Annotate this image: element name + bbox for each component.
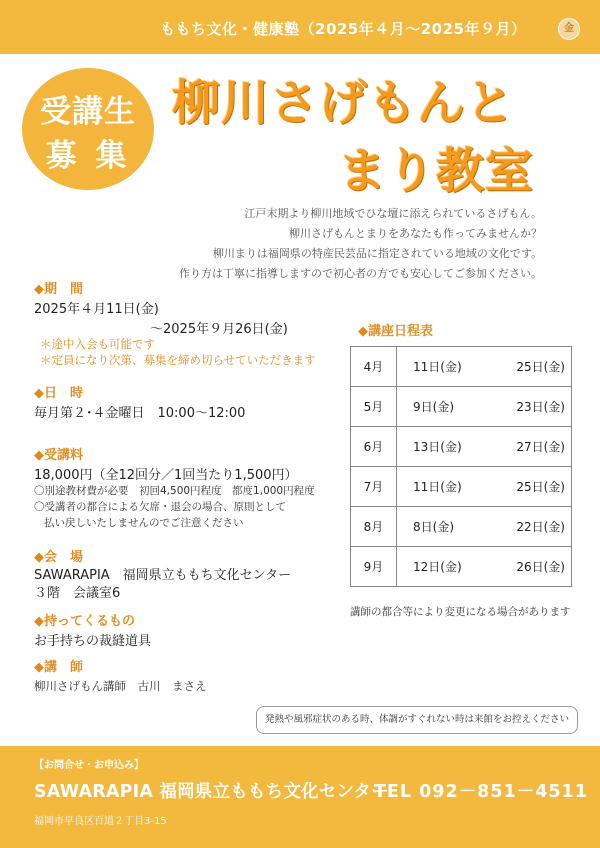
datetime-heading: ◆日 時 <box>34 386 83 401</box>
intro-line: 柳川さげもんとまりをあなたも作ってみませんか？ <box>289 227 542 240</box>
schedule-date-second: 23日(金) <box>516 400 565 414</box>
schedule-date-first: 12日(金) <box>413 560 462 574</box>
intro-line: 江戸末期より柳川地域でひな壇に添えられているさげもん。 <box>244 207 542 220</box>
period-end: ～2025年９月26日(金) <box>150 322 288 337</box>
teacher-value: 柳川さげもん講師 古川 まさえ <box>34 679 207 693</box>
schedule-date-second: 25日(金) <box>516 480 565 494</box>
intro-line: 柳川まりは福岡県の特産民芸品に指定されている地域の文化です。 <box>212 247 542 260</box>
footer-tel: TEL 092－851－4511 <box>374 782 588 802</box>
recruit-badge-line1: 受講生 <box>40 94 136 130</box>
schedule-dates <box>397 347 572 387</box>
fee-note-refund-2: 払い戻しいたしませんのでご注意ください <box>44 517 244 529</box>
series-title: ももち文化・健康塾（2025年４月～2025年９月） <box>160 20 527 38</box>
period-note-midway: ＊途中入会も可能です <box>40 337 155 351</box>
schedule-date-second: 25日(金) <box>516 360 565 374</box>
schedule-date-second: 27日(金) <box>516 440 565 454</box>
intro-text <box>122 204 542 284</box>
schedule-note: 講師の都合等により変更になる場合があります <box>350 606 571 618</box>
recruit-badge-line2: 募 集 <box>45 138 131 174</box>
schedule-month: 9月 <box>351 547 397 587</box>
bring-value: お手持ちの裁縫道具 <box>34 634 152 649</box>
schedule-month: 4月 <box>351 347 397 387</box>
period-note-capacity: ＊定員になり次第、募集を締め切らせていただきます <box>40 353 316 367</box>
schedule-month: 5月 <box>351 387 397 427</box>
fee-note-materials: 〇別途教材費が必要 初回4,500円程度 都度1,000円程度 <box>34 485 315 497</box>
period-heading: ◆期 間 <box>34 282 83 297</box>
schedule-row <box>351 387 572 427</box>
footer-org: SAWARAPIA 福岡県立ももち文化センター <box>34 782 389 802</box>
schedule-row <box>351 467 572 507</box>
schedule-dates <box>397 427 572 467</box>
venue-room: ３階 会議室6 <box>34 586 121 601</box>
schedule-row <box>351 507 572 547</box>
schedule-month: 6月 <box>351 427 397 467</box>
schedule-heading: ◆講座日程表 <box>358 324 433 339</box>
schedule-dates <box>397 547 572 587</box>
schedule-date-first: 11日(金) <box>413 360 462 374</box>
period-start: 2025年４月11日(金) <box>34 302 159 317</box>
schedule-date-first: 8日(金) <box>413 520 454 534</box>
fee-note-refund: 〇受講者の都合による欠席・退会の場合、原則として <box>34 501 286 513</box>
fee-heading: ◆受講料 <box>34 448 83 463</box>
schedule-dates <box>397 467 572 507</box>
schedule-row <box>351 427 572 467</box>
footer-address: 福岡市早良区百道２丁目3-15 <box>34 816 167 827</box>
teacher-heading: ◆講 師 <box>34 660 83 675</box>
schedule-date-first: 13日(金) <box>413 440 462 454</box>
schedule-date-first: 11日(金) <box>413 480 462 494</box>
schedule-month: 7月 <box>351 467 397 507</box>
footer-label: 【お問合せ・お申込み】 <box>34 760 144 771</box>
venue-name: SAWARAPIA 福岡県立ももち文化センター <box>34 568 292 583</box>
fee-value: 18,000円（全12回分／1回当たり1,500円） <box>34 468 298 483</box>
schedule-date-second: 22日(金) <box>516 520 565 534</box>
bring-heading: ◆持ってくるもの <box>34 614 135 629</box>
caution-box: 発熱や風邪症状のある時、体調がすぐれない時は来館をお控えください <box>256 706 578 734</box>
schedule-row <box>351 347 572 387</box>
page-title-line1: 柳川さげもんと <box>172 75 516 131</box>
venue-heading: ◆会 場 <box>34 550 83 565</box>
logo-icon: 金 <box>558 18 580 40</box>
schedule-dates <box>397 387 572 427</box>
schedule-row <box>351 547 572 587</box>
intro-line: 作り方は丁寧に指導しますので初心者の方でも安心してご参加ください。 <box>179 267 542 280</box>
schedule-date-first: 9日(金) <box>413 400 454 414</box>
datetime-value: 毎月第２･４金曜日 10:00～12:00 <box>34 406 246 421</box>
page-title-line2: まり教室 <box>338 143 535 199</box>
schedule-dates <box>397 507 572 547</box>
schedule-month: 8月 <box>351 507 397 547</box>
schedule-table <box>350 346 572 587</box>
schedule-date-second: 26日(金) <box>516 560 565 574</box>
